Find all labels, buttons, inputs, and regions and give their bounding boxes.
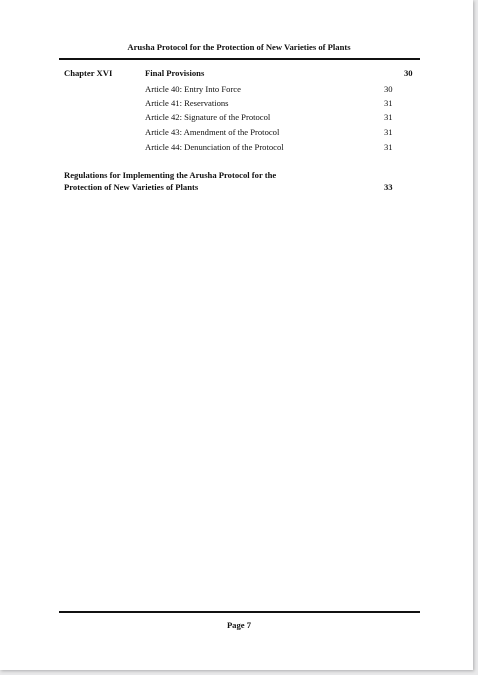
chapter-number: Chapter XVI (64, 68, 113, 78)
toc-article-label: Article 42: Signature of the Protocol (145, 112, 271, 122)
toc-article-label: Article 40: Entry Into Force (145, 84, 241, 94)
toc-article-page: 31 (384, 112, 393, 122)
page-number: Page 7 (226, 620, 252, 630)
toc-article-label: Article 41: Reservations (145, 98, 229, 108)
chapter-page: 30 (404, 68, 413, 78)
toc-article-label: Article 44: Denunciation of the Protocol (145, 142, 284, 152)
toc-article-page: 30 (384, 84, 393, 94)
regulations-line-2: Protection of New Varieties of Plants (64, 182, 199, 192)
toc-article-page: 31 (384, 142, 393, 152)
toc-article-page: 31 (384, 127, 393, 137)
toc-article-label: Article 43: Amendment of the Protocol (145, 127, 280, 137)
toc-article-page: 31 (384, 98, 393, 108)
footer-rule (59, 611, 420, 613)
regulations-page: 33 (384, 182, 393, 192)
regulations-line-1: Regulations for Implementing the Arusha Protocol for the (64, 170, 277, 180)
chapter-title: Final Provisions (145, 68, 205, 78)
header-rule (59, 58, 420, 60)
running-header: Arusha Protocol for the Protection of New Varieties of Plants (127, 42, 351, 52)
